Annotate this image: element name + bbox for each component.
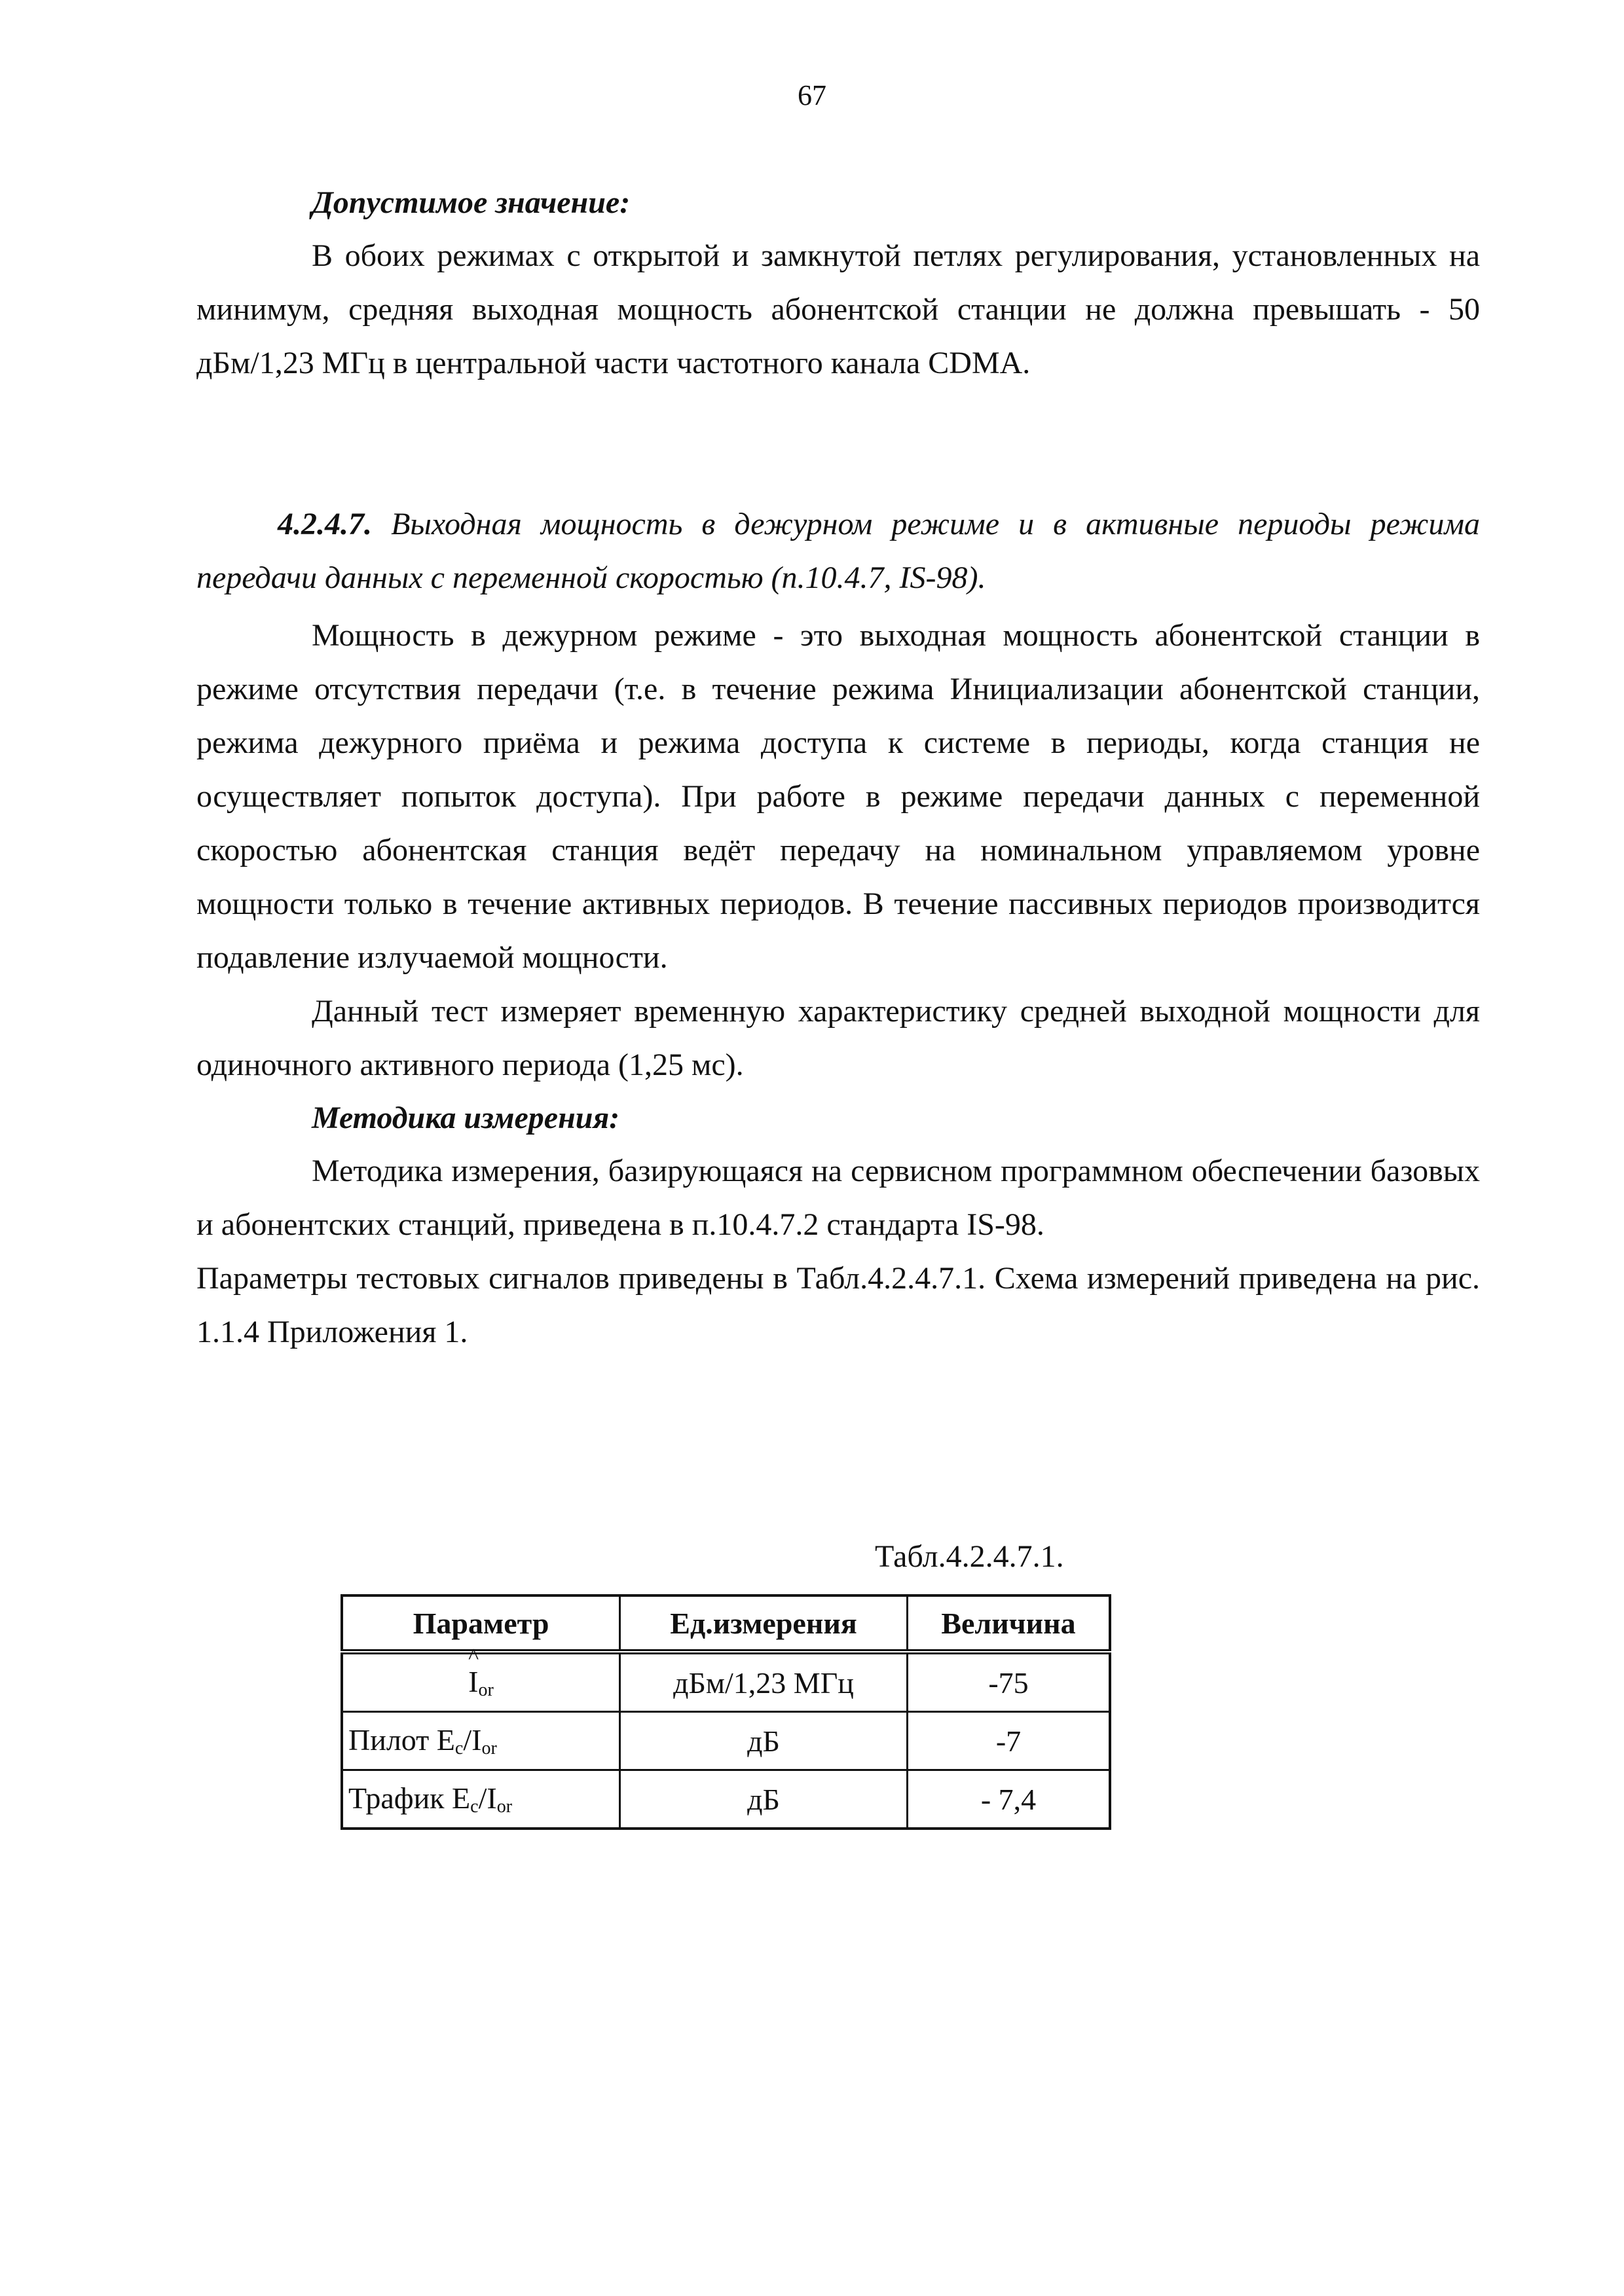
header-unit: Ед.измерения [620,1595,908,1652]
body-text [196,609,1480,1359]
header-value: Величина [908,1595,1111,1652]
paragraph-test-signals: Параметры тестовых сигналов приведены в Табл.4.2.4.7.1. Схема измерений приведена на рис. 1.1.4 Приложения 1. [196,1261,1480,1349]
section-title [196,498,1480,605]
section-number: 4.2.4.7. [278,507,372,541]
unit-cell: дБм/1,23 МГц [620,1652,908,1712]
section-title-text: Выходная мощность в дежурном режиме и в активные периоды режима передачи данных с переменной скоростью (п.10.4.7, IS-98). [196,507,1481,595]
paragraph-standby-power: Мощность в дежурном режиме - это выходная мощность абонентской станции в режиме отсутствия передачи (т.е. в течение режима Инициализации абонентской станции, режима дежурного приёма и режима доступа к системе в периоды, когда станция не осуществляет попыток доступа). При работе в режиме передачи данных с переменной скоростью абонентская станция ведёт передачу на номинальном управляемом уровне мощности только в течение активных периодов. В течение пассивных периодов производится подавление излучаемой мощности. [196,618,1480,975]
param-cell: Пилот $E_c/I_{or}$ [342,1712,620,1770]
allowed-value-heading: Допустимое значение: [312,185,631,220]
table-row [342,1770,1110,1829]
allowed-value-text: В обоих режимах с открытой и замкнутой петлях регулирования, установленных на минимум, средняя выходная мощность абонентской станции не должна превышать - 50 дБм/1,23 МГц в центральной части частотного канала CDMA. [196,238,1480,380]
table-row [342,1652,1110,1712]
paragraph-method: Методика измерения, базирующаяся на сервисном программном обеспечении базовых и абонентских станций, приведена в п.10.4.7.2 стандарта IS-98. [196,1154,1480,1242]
table-caption: Табл.4.2.4.7.1. [875,1539,1064,1574]
table-row [342,1712,1110,1770]
method-heading: Методика измерения: [312,1101,620,1135]
unit-cell: дБ [620,1770,908,1829]
section-4-2-4-7 [196,498,1480,605]
parameters-table [341,1594,1111,1830]
paragraph-test-description: Данный тест измеряет временную характеристику средней выходной мощности для одиночного активного периода (1,25 мс). [196,994,1480,1082]
param-cell: ^ $I_{or}$ [342,1652,620,1712]
header-parameter: Параметр [342,1595,620,1652]
value-cell: -7 [908,1712,1111,1770]
param-cell: Трафик $E_c/I_{or}$ [342,1770,620,1829]
allowed-value-section [196,177,1480,390]
ior-symbol: ^ I [468,1664,478,1699]
value-cell: -75 [908,1652,1111,1712]
unit-cell: дБ [620,1712,908,1770]
page-number: 67 [798,79,826,111]
value-cell: - 7,4 [908,1770,1111,1829]
table-header-row [342,1595,1110,1652]
